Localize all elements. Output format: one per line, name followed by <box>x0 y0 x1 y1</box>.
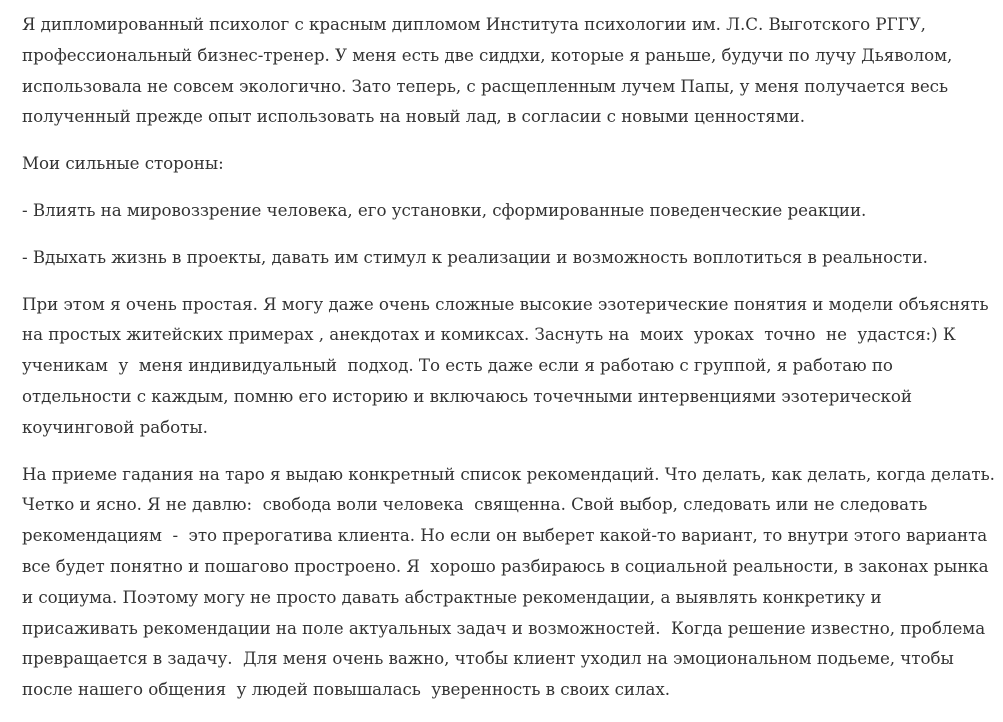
text-line: ученикам у меня индивидуальный подход. То есть даже если я работаю с группой, я работаю по <box>22 356 893 376</box>
text-line: Четко и ясно. Я не давлю: свобода воли человека священна. Свой выбор, следовать или не следовать <box>22 495 928 515</box>
text-line: Мои сильные стороны: <box>22 154 224 174</box>
text-line: рекомендациям - это прерогатива клиента. Но если он выберет какой-то вариант, то внутри этого варианта <box>22 526 988 546</box>
text-line: профессиональный бизнес-тренер. У меня есть две сиддхи, которые я раньше, будучи по лучу Дьяволом, <box>22 45 953 65</box>
text-line: На приеме гадания на таро я выдаю конкретный список рекомендаций. Что делать, как делать, когда делать. <box>22 464 995 484</box>
text-line: и социума. Поэтому могу не просто давать абстрактные рекомендации, а выявлять конкретику и <box>22 587 882 607</box>
text-line: все будет понятно и пошагово простроено. Я хорошо разбираюсь в социальной реальности, в законах рынка <box>22 556 989 576</box>
text-line: Я дипломированный психолог с красным дипломом Института психологии им. Л.С. Выготского РГГУ, <box>22 15 926 34</box>
paragraph-strength-1 <box>22 196 987 227</box>
text-line: полученный прежде опыт использовать на новый лад, в согласии с новыми ценностями. <box>22 107 805 127</box>
text-line: на простых житейских примерах , анекдотах и комиксах. Заснуть на моих уроках точно не удастся:) К <box>22 325 956 345</box>
paragraph-intro <box>22 10 987 133</box>
paragraph-simplicity <box>22 290 987 444</box>
text-line: При этом я очень простая. Я могу даже очень сложные высокие эзотерические понятия и модели объяснять <box>22 294 989 314</box>
text-line: превращается в задачу. Для меня очень важно, чтобы клиент уходил на эмоциональном подьеме, чтобы <box>22 649 954 669</box>
text-line: - Вдыхать жизнь в проекты, давать им стимул к реализации и возможность воплотиться в реальности. <box>22 247 928 267</box>
text-line: присаживать рекомендации на поле актуальных задач и возможностей. Когда решение известно, проблема <box>22 618 986 638</box>
text-line: - Влиять на мировоззрение человека, его установки, сформированные поведенческие реакции. <box>22 200 867 220</box>
text-line: после нашего общения у людей повышалась уверенность в своих силах. <box>22 680 671 700</box>
text-line: отдельности с каждым, помню его историю и включаюсь точечными интервенциями эзотерической <box>22 386 912 406</box>
paragraph-strength-2 <box>22 243 987 274</box>
text-line: использовала не совсем экологично. Зато теперь, с расщепленным лучем Папы, у меня получается весь <box>22 76 949 96</box>
article-body <box>22 10 995 722</box>
paragraph-strengths-heading <box>22 149 987 180</box>
text-line: коучинговой работы. <box>22 417 208 437</box>
paragraph-tarot <box>22 460 995 706</box>
